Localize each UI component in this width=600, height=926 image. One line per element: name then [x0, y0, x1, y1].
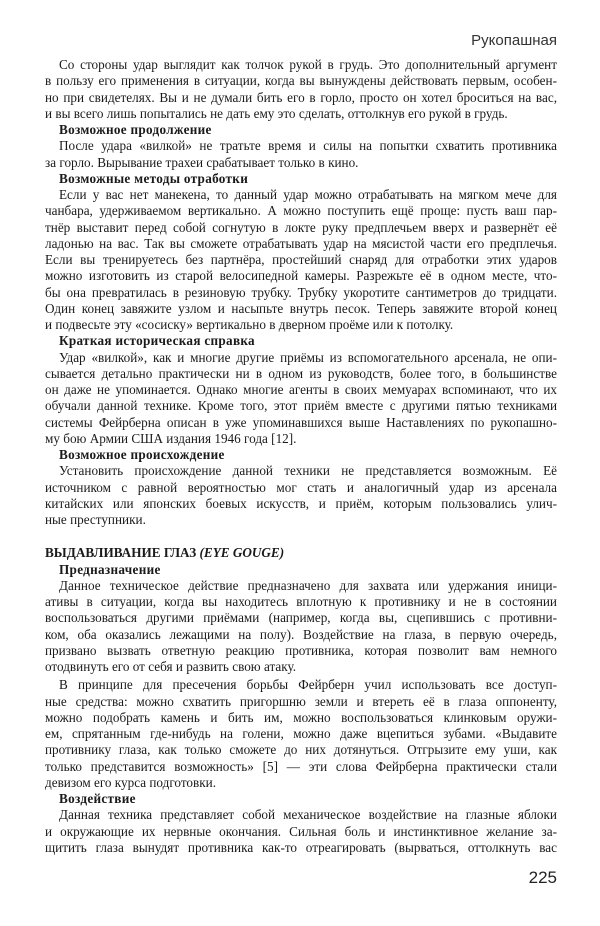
- paragraph: [45, 187, 557, 333]
- text-line: ативы в ситуации, когда вы находитесь вплотную к противнику и не в состоянии: [45, 594, 557, 609]
- text-line: воспользоваться другими приёмами (например, когда вы, сцепившись с противни-: [45, 610, 557, 626]
- text-line: Если у вас нет манекена, то данный удар можно отрабатывать на мягком мече для: [59, 187, 557, 202]
- text-line: и окружающие их нервные окончания. Сильная боль и инстинктивное желание за-: [45, 823, 557, 839]
- text-line: ные средства: можно схватить пригоршню земли и втереть её в глаза оппоненту,: [45, 693, 557, 709]
- text-line: чанбара, удерживаемом вертикально. А можно поступить ещё проще: пусть ваш пар-: [45, 203, 557, 219]
- text-line: китайских или японских боевых искусств, и приём, которым пользовались улич-: [45, 495, 557, 511]
- text-line: щитить глаза вынудят противника как-то отреагировать (вырваться, оттолкнуть вас: [45, 839, 557, 855]
- text-line: Удар «вилкой», как и многие другие приёмы из вспомогательного арсенала, не опи-: [59, 349, 557, 365]
- text-line: можно подобрать камень и бить им, можно воспользоваться клинковым оружи-: [45, 709, 557, 725]
- text-line: Установить происхождение данной техники не представляется возможным. Её: [59, 463, 557, 479]
- text-line: девизом его курса подготовки.: [45, 774, 217, 790]
- text-line: сывается детально практически ни в одном из руководств, более того, в большинстве: [45, 365, 557, 381]
- page-number: 225: [528, 868, 557, 887]
- text-line: противнику глаза, как только сможете до них дотянуться. Отгрызите ему уши, как: [45, 742, 557, 758]
- running-head: Рукопашная: [471, 32, 557, 49]
- paragraph: [45, 350, 557, 448]
- subheading: Возможные методы отработки: [59, 170, 249, 186]
- subheading: Возможное происхождение: [59, 447, 225, 462]
- text-line: Один конец завяжите узлом и насыпьте внутрь песок. Теперь завяжите второй конец: [45, 300, 557, 316]
- paragraph: [45, 138, 557, 171]
- paragraph: [45, 677, 557, 791]
- section-title-ru: ВЫДАВЛИВАНИЕ ГЛАЗ: [45, 545, 197, 561]
- text-line: ком, оба оказались лежащими на полу). Воздействие на глаза, в первую очередь,: [45, 626, 557, 642]
- spacer: [45, 528, 557, 545]
- text-line: за горло. Вырывание трахеи срабатывает только в кино.: [45, 154, 359, 170]
- text-line: и вы всего лишь попытались не дать ему это сделать, оттолкнув его рукой в грудь.: [45, 105, 508, 121]
- page-body: [45, 57, 557, 856]
- text-line: Данное техническое действие предназначено для захвата или удержания иници-: [59, 577, 557, 593]
- subheading: Воздействие: [59, 791, 136, 806]
- paragraph: [45, 463, 557, 528]
- section-title: [45, 545, 557, 561]
- text-line: бы она превратилась в резиновую трубку. Трубку укоротите сантиметров до тридцати.: [45, 284, 557, 300]
- text-line: в пользу его применения в ситуации, когда вы вынуждены действовать первым, особен-: [45, 73, 557, 89]
- text-line: источником с равной вероятностью мог стать и аналогичный удар из арсенала: [45, 479, 557, 495]
- paragraph: [45, 57, 557, 122]
- text-line: он даже не упоминается. Однако многие агенты в своих мемуарах вспоминают, что их: [45, 382, 557, 397]
- text-line: В принципе для пресечения борьбы Фейрберн учил использовать все доступ-: [59, 677, 557, 693]
- text-line: и подвесьте эту «сосиску» вертикально в дверном проёме или к потолку.: [45, 317, 454, 332]
- text-line: но при свидетелях. Вы и не думали бить его в горло, просто он хотел броситься на вас,: [45, 89, 557, 105]
- subheading: Предназначение: [59, 561, 161, 577]
- paragraph: [45, 578, 557, 676]
- text-line: только представится возможность» [5] — эти слова Фейрберна практически стали: [45, 758, 557, 774]
- text-line: обучали данной технике. Кроме того, этот приём вместе с другими пятью техниками: [45, 398, 557, 414]
- text-line: можно изготовить из старой велосипедной камеры. Разрежьте её в одном месте, что-: [45, 268, 557, 284]
- text-line: ные преступники.: [45, 512, 146, 527]
- text-line: После удара «вилкой» не тратьте время и силы на попытки схватить противника: [59, 138, 557, 154]
- subheading: Возможное продолжение: [59, 122, 212, 137]
- subheading: Краткая историческая справка: [59, 333, 255, 349]
- text-line: тнёр выставит перед собой согнутую в локте руку предплечьем вверх и развернёт её: [45, 219, 557, 235]
- text-line: Со стороны удар выглядит как толчок рукой в грудь. Это дополнительный аргумент: [59, 57, 557, 72]
- text-line: ладонью на вас. Так вы сможете отрабатывать удар на мясистой части его предплечья.: [45, 235, 557, 251]
- section-title-en: (EYE GOUGE): [199, 545, 285, 561]
- text-line: ем, спрятанным где-нибудь на голени, можно даже вцепиться зубами. «Выдавите: [45, 726, 557, 741]
- text-line: му бою Армии США издания 1946 года [12].: [45, 430, 297, 446]
- text-line: отодвинуть его от себя и развить свою атаку.: [45, 659, 297, 674]
- text-line: Если вы тренируетесь без партнёра, простейший снаряд для отработки этих ударов: [45, 252, 557, 267]
- text-line: призвано вызвать ответную реакцию противника, которая позволит вам немного: [45, 642, 557, 658]
- text-line: системы Фейрберна описан в уже упоминавшихся выше Наставлениях по рукопашно-: [45, 414, 557, 430]
- paragraph: [45, 807, 557, 856]
- text-line: Данная техника представляет собой механическое воздействие на глазные яблоки: [59, 807, 557, 823]
